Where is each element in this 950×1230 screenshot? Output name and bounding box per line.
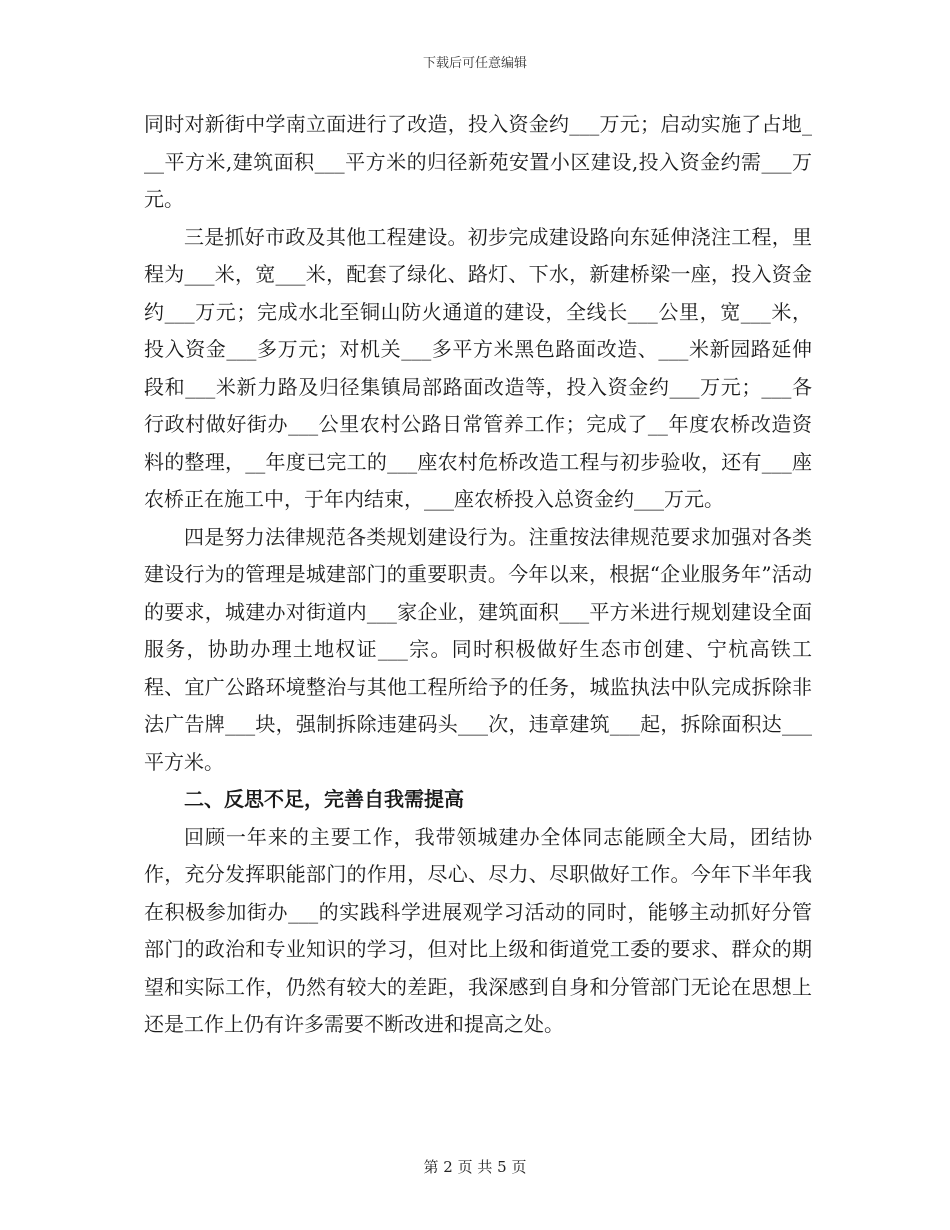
- paragraph-planning-regulation: 四是努力法律规范各类规划建设行为。注重按法律规范要求加强对各类建设行为的管理是城建部门的重要职责。今年以来，根据“企业服务年”活动的要求，城建办对街道内___家企业，建筑面积___平方米进行规划建设全面服务，协助办理土地权证___宗。同时积极做好生态市创建、宁杭高铁工程、宜广公路环境整治与其他工程所给予的任务，城监执法中队完成拆除非法广告牌___块，强制拆除违建码头___次，违章建筑___起，拆除面积达___平方米。: [144, 524, 812, 774]
- document-body: [144, 106, 812, 1044]
- paragraph-review: 回顾一年来的主要工作，我带领城建办全体同志能顾全大局，团结协作，充分发挥职能部门的作用，尽心、尽力、尽职做好工作。今年下半年我在积极参加街办___的实践科学进展观学习活动的同时，能够主动抓好分管部门的政治和专业知识的学习，但对比上级和街道党工委的要求、群众的期望和实际工作，仍然有较大的差距，我深感到自身和分管部门无论在思想上还是工作上仍有许多需要不断改进和提高之处。: [144, 824, 812, 1036]
- paragraph-municipal-works: 三是抓好市政及其他工程建设。初步完成建设路向东延伸浇注工程，里程为___米，宽___米，配套了绿化、路灯、下水，新建桥梁一座，投入资金约___万元；完成水北至铜山防火通道的建设，全线长___公里，宽___米，投入资金___多万元；对机关___多平方米黑色路面改造、___米新园路延伸段和___米新力路及归径集镇局部路面改造等，投入资金约___万元；___各行政村做好街办___公里农村公路日常管养工作；完成了__年度农桥改造资料的整理，__年度已完工的___座农村危桥改造工程与初步验收，还有___座农桥正在施工中，于年内结束，___座农桥投入总资金约___万元。: [144, 224, 812, 511]
- section-heading: 二、反思不足，完善自我需提高: [184, 787, 464, 811]
- page-header: 下载后可任意编辑: [422, 56, 527, 71]
- paragraph-continuation: 同时对新街中学南立面进行了改造，投入资金约___万元；启动实施了占地___平方米,建筑面积___平方米的归径新苑安置小区建设,投入资金约需___万元。: [144, 112, 812, 211]
- page-number: 第 2 页 共 5 页: [423, 1158, 527, 1176]
